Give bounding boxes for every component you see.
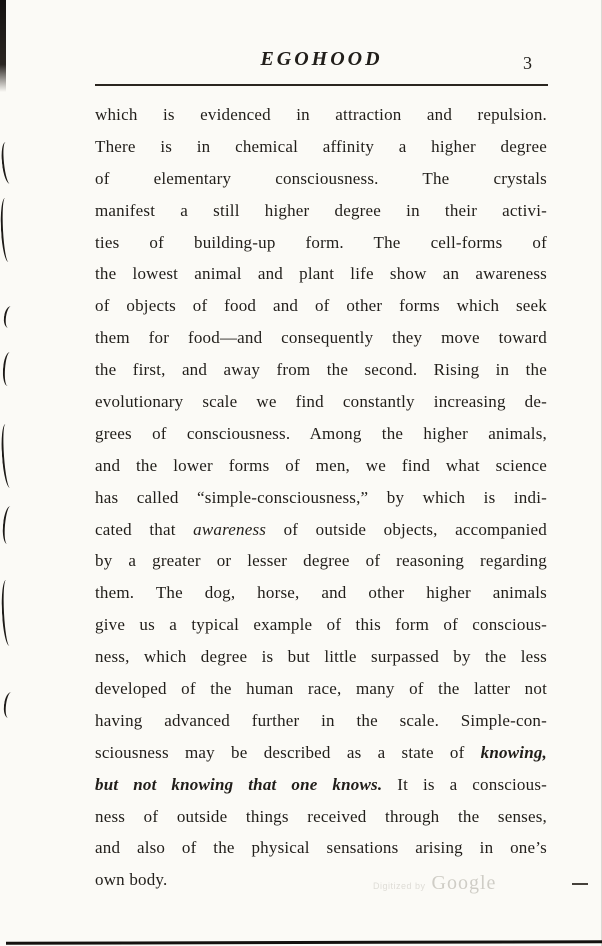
page-header-title: EGOHOOD bbox=[260, 48, 383, 70]
text-segment: of elementary consciousness. The crystals bbox=[95, 168, 547, 188]
text-segment: but not knowing that one knows. bbox=[95, 774, 383, 794]
google-logo-text: Google bbox=[431, 872, 497, 894]
text-line bbox=[95, 801, 547, 833]
text-line bbox=[95, 354, 547, 386]
text-segment: manifest a still higher degree in their activi- bbox=[95, 200, 547, 220]
text-segment: There is in chemical affinity a higher degree bbox=[95, 136, 547, 156]
text-line bbox=[95, 290, 547, 322]
text-segment: and also of the physical sensations arising in one’s bbox=[95, 838, 547, 858]
text-segment: ties of building-up form. The cell-forms of bbox=[95, 232, 547, 252]
text-segment: the lowest animal and plant life show an awareness bbox=[95, 264, 547, 284]
scan-artifact-mark bbox=[0, 580, 12, 646]
text-line bbox=[95, 737, 547, 769]
scan-artifact-bottom-line bbox=[6, 940, 602, 945]
scan-artifact-mark bbox=[2, 692, 14, 719]
text-line bbox=[95, 99, 547, 131]
text-segment: has called “simple-consciousness,” by which is indi- bbox=[95, 487, 547, 507]
text-segment: own body. bbox=[95, 870, 168, 890]
text-line bbox=[95, 322, 547, 354]
text-line bbox=[95, 514, 547, 546]
text-line bbox=[95, 577, 547, 609]
text-line bbox=[95, 832, 547, 864]
watermark-prefix: Digitized by bbox=[373, 881, 426, 891]
text-segment: It is a conscious- bbox=[382, 774, 548, 794]
scan-artifact-mark bbox=[0, 198, 12, 262]
text-line bbox=[95, 386, 547, 418]
text-segment: of outside objects, accompanied bbox=[266, 519, 547, 539]
text-line bbox=[95, 258, 547, 290]
text-segment: give us a typical example of this form of conscious- bbox=[95, 615, 547, 635]
text-line bbox=[95, 769, 547, 801]
text-segment: grees of consciousness. Among the higher animals, bbox=[95, 423, 547, 443]
text-segment: evolutionary scale we find constantly increasing de- bbox=[95, 392, 547, 412]
text-line bbox=[95, 705, 547, 737]
text-line bbox=[95, 609, 547, 641]
text-segment: which is evidenced in attraction and repulsion. bbox=[95, 105, 547, 124]
text-segment: knowing, bbox=[480, 742, 547, 762]
text-line bbox=[95, 673, 547, 705]
scan-artifact-mark bbox=[2, 352, 13, 387]
text-line bbox=[95, 545, 547, 577]
text-segment: ness, which degree is but little surpassed by the less bbox=[95, 647, 547, 667]
body-text bbox=[95, 99, 547, 896]
text-line bbox=[95, 418, 547, 450]
text-segment: them. The dog, horse, and other higher animals bbox=[95, 583, 547, 603]
header-rule bbox=[95, 84, 548, 86]
text-segment: and the lower forms of men, we find what science bbox=[95, 455, 547, 475]
scan-artifact-mark bbox=[3, 305, 15, 328]
text-segment: by a greater or lesser degree of reasoning regarding bbox=[95, 551, 547, 571]
text-segment: sciousness may be described as a state of bbox=[95, 742, 481, 762]
text-segment: them for food—and consequently they move toward bbox=[95, 328, 547, 348]
text-line bbox=[95, 227, 547, 259]
scan-artifact-mark bbox=[0, 424, 13, 488]
text-line bbox=[95, 450, 547, 482]
text-line bbox=[95, 131, 547, 163]
text-line bbox=[95, 482, 547, 514]
text-line bbox=[95, 195, 547, 227]
text-segment: of objects of food and of other forms which seek bbox=[95, 296, 547, 316]
watermark bbox=[373, 872, 496, 895]
scan-artifact-left-edge bbox=[0, 0, 6, 92]
text-segment: ness of outside things received through the senses, bbox=[95, 806, 547, 826]
scan-artifact-mark bbox=[0, 142, 13, 185]
text-segment: having advanced further in the scale. Simple-con- bbox=[95, 710, 547, 730]
text-segment: the first, and away from the second. Rising in the bbox=[95, 360, 547, 380]
text-line bbox=[95, 641, 547, 673]
text-segment: awareness bbox=[193, 519, 267, 539]
page-number: 3 bbox=[523, 53, 532, 73]
scan-artifact-right-dash bbox=[572, 883, 588, 885]
scan-artifact-mark bbox=[1, 506, 13, 545]
page-header bbox=[95, 48, 548, 82]
text-line bbox=[95, 163, 547, 195]
text-segment: developed of the human race, many of the latter not bbox=[95, 679, 547, 699]
text-segment: cated that bbox=[95, 519, 194, 539]
